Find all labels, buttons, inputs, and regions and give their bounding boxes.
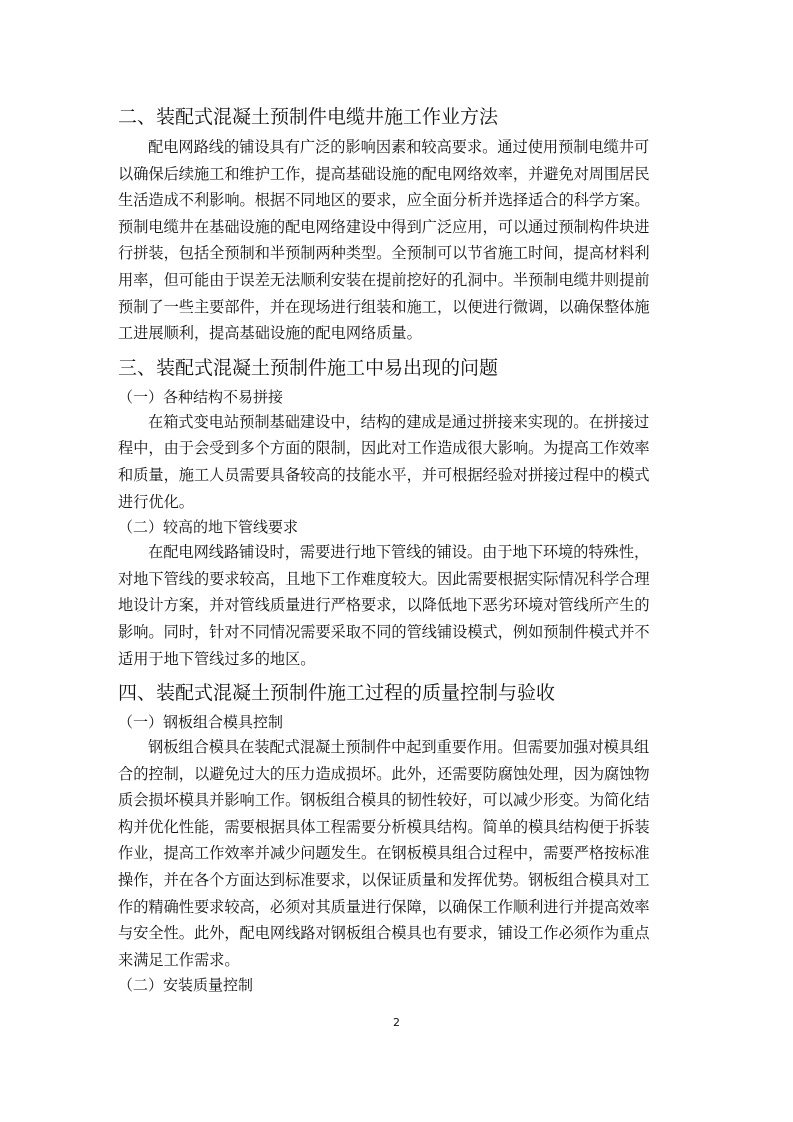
text-line: 来满足工作需求。 xyxy=(118,950,240,969)
subsection-heading-3-2: （二）较高的地下管线要求 xyxy=(118,518,299,537)
section-heading-2: 二、装配式混凝土预制件电缆井施工作业方法 xyxy=(118,106,499,128)
text-line: 和质量，施工人员需要具备较高的技能水平，并可根据经验对拼接过程中的模式 xyxy=(118,465,650,484)
paragraph-section-4-1 xyxy=(118,734,676,973)
subsection-heading-3-1: （一）各种结构不易拼接 xyxy=(118,387,284,406)
text-line: 钢板组合模具在装配式混凝土预制件中起到重要作用。但需要加强对模具组 xyxy=(148,738,650,757)
text-line: 预制了一些主要部件，并在现场进行组装和施工，以便进行微调，以确保整体施 xyxy=(118,297,650,316)
text-line: 配电网路线的铺设具有广泛的影响因素和较高要求。通过使用预制电缆井可 xyxy=(148,138,650,156)
text-line: 在箱式变电站预制基础建设中，结构的建成是通过拼接来实现的。在拼接过 xyxy=(148,412,650,431)
text-line: 与安全性。此外，配电网线路对钢板组合模具也有要求，铺设工作必须作为重点 xyxy=(118,924,650,943)
section-heading-3: 三、装配式混凝土预制件施工中易出现的问题 xyxy=(118,356,499,379)
text-line: 影响。同时，针对不同情况需要采取不同的管线铺设模式，例如预制件模式并不 xyxy=(118,622,650,641)
text-line: 操作，并在各个方面达到标准要求，以保证质量和发挥优势。钢板组合模具对工 xyxy=(118,871,650,890)
text-line: 以确保后续施工和维护工作，提高基础设施的配电网络效率，并避免对周围居民 xyxy=(118,164,650,183)
text-line: 工进展顺利，提高基础设施的配电网络质量。 xyxy=(118,324,422,343)
text-line: 适用于地下管线过多的地区。 xyxy=(118,649,316,668)
text-line: 对地下管线的要求较高，且地下工作难度较大。因此需要根据实际情况科学合理 xyxy=(118,569,650,588)
text-line: 行拼装，包括全预制和半预制两种类型。全预制可以节省施工时间，提高材料利 xyxy=(118,244,650,263)
text-line: 在配电网线路铺设时，需要进行地下管线的铺设。由于地下环境的特殊性， xyxy=(148,543,650,562)
text-line: 作的精确性要求较高，必须对其质量进行保障，以确保工作顺利进行并提高效率 xyxy=(118,897,650,916)
text-line: 程中，由于会受到多个方面的限制，因此对工作造成很大影响。为提高工作效率 xyxy=(118,439,650,458)
paragraph-section-3-2 xyxy=(118,539,676,672)
text-line: 用率，但可能由于误差无法顺利安装在提前挖好的孔洞中。半预制电缆井则提前 xyxy=(118,270,650,289)
text-line: 质会损坏模具并影响工作。钢板组合模具的韧性较好，可以减少形变。为简化结 xyxy=(118,791,650,810)
section-heading-4: 四、装配式混凝土预制件施工过程的质量控制与验收 xyxy=(118,682,556,705)
text-line: 作业，提高工作效率并减少问题发生。在钢板模具组合过程中，需要严格按标准 xyxy=(118,844,650,863)
page-content xyxy=(118,100,676,997)
page-number: 2 xyxy=(393,1016,400,1029)
paragraph-section-3-1 xyxy=(118,409,676,515)
text-line: 地设计方案，并对管线质量进行严格要求，以降低地下恶劣环境对管线所产生的 xyxy=(118,596,650,615)
text-line: 预制电缆井在基础设施的配电网络建设中得到广泛应用，可以通过预制构件块进 xyxy=(118,217,650,236)
text-line: 生活造成不利影响。根据不同地区的要求，应全面分析并选择适合的科学方案。 xyxy=(118,191,650,210)
subsection-heading-4-2: （二）安装质量控制 xyxy=(118,976,254,995)
text-line: 进行优化。 xyxy=(118,492,194,511)
text-line: 合的控制，以避免过大的压力造成损坏。此外，还需要防腐蚀处理，因为腐蚀物 xyxy=(118,764,650,783)
subsection-heading-4-1: （一）钢板组合模具控制 xyxy=(118,713,284,732)
text-line: 构并优化性能，需要根据具体工程需要分析模具结构。简单的模具结构便于拆装 xyxy=(118,817,650,836)
paragraph-section-2 xyxy=(118,134,676,347)
